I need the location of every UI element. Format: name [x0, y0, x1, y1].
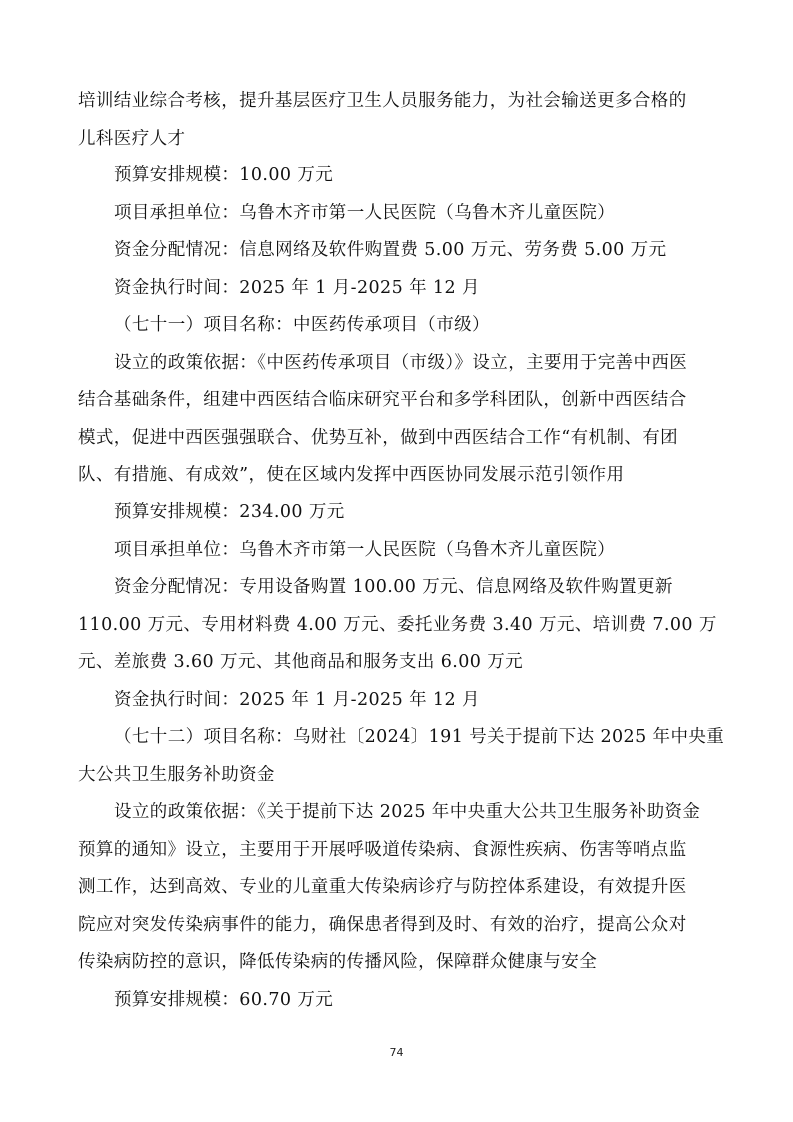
- fund-allocation: 资金分配情况：信息网络及软件购置费 5.00 万元、劳务费 5.00 万元: [114, 240, 667, 260]
- paragraph-line: 元、差旅费 3.60 万元、其他商品和服务支出 6.00 万元: [78, 652, 524, 672]
- paragraph-line: 预算的通知》设立，主要用于开展呼吸道传染病、食源性疾病、伤害等哨点监: [78, 840, 687, 860]
- project-heading: （七十一）项目名称：中医药传承项目（市级）: [114, 315, 490, 335]
- paragraph-line: 模式，促进中西医强强联合、优势互补，做到中西医结合工作“有机制、有团: [78, 428, 679, 448]
- paragraph-line: 队、有措施、有成效”，使在区域内发挥中西医协同发展示范引领作用: [78, 465, 625, 485]
- execution-time: 资金执行时间：2025 年 1 月-2025 年 12 月: [114, 278, 480, 298]
- paragraph-line: 传染病防控的意识，降低传染病的传播风险，保障群众健康与安全: [78, 952, 598, 972]
- budget-scale: 预算安排规模：10.00 万元: [114, 165, 334, 185]
- page-number: 74: [389, 1046, 404, 1059]
- budget-scale: 预算安排规模：60.70 万元: [114, 990, 334, 1010]
- policy-basis: 设立的政策依据：《关于提前下达 2025 年中央重大公共卫生服务补助资金: [114, 802, 701, 822]
- fund-allocation: 资金分配情况：专用设备购置 100.00 万元、信息网络及软件购置更新: [114, 577, 673, 597]
- paragraph-line: 110.00 万元、专用材料费 4.00 万元、委托业务费 3.40 万元、培训费 7.00 万: [78, 615, 717, 635]
- policy-basis: 设立的政策依据：《中医药传承项目（市级）》设立，主要用于完善中西医: [114, 353, 688, 373]
- budget-scale: 预算安排规模：234.00 万元: [114, 502, 345, 522]
- paragraph-line: 院应对突发传染病事件的能力，确保患者得到及时、有效的治疗，提高公众对: [78, 915, 687, 935]
- paragraph-line: 测工作，达到高效、专业的儿童重大传染病诊疗与防控体系建设，有效提升医: [78, 877, 687, 897]
- project-unit: 项目承担单位：乌鲁木齐市第一人民医院（乌鲁木齐儿童医院）: [114, 203, 616, 223]
- paragraph-line: 培训结业综合考核，提升基层医疗卫生人员服务能力，为社会输送更多合格的: [78, 91, 687, 111]
- project-unit: 项目承担单位：乌鲁木齐市第一人民医院（乌鲁木齐儿童医院）: [114, 540, 616, 560]
- project-heading: （七十二）项目名称：乌财社〔2024〕191 号关于提前下达 2025 年中央重: [114, 727, 725, 747]
- execution-time: 资金执行时间：2025 年 1 月-2025 年 12 月: [114, 690, 480, 710]
- paragraph-line: 结合基础条件，组建中西医结合临床研究平台和多学科团队，创新中西医结合: [78, 390, 687, 410]
- paragraph-line: 儿科医疗人才: [78, 129, 186, 149]
- paragraph-line: 大公共卫生服务补助资金: [78, 765, 275, 785]
